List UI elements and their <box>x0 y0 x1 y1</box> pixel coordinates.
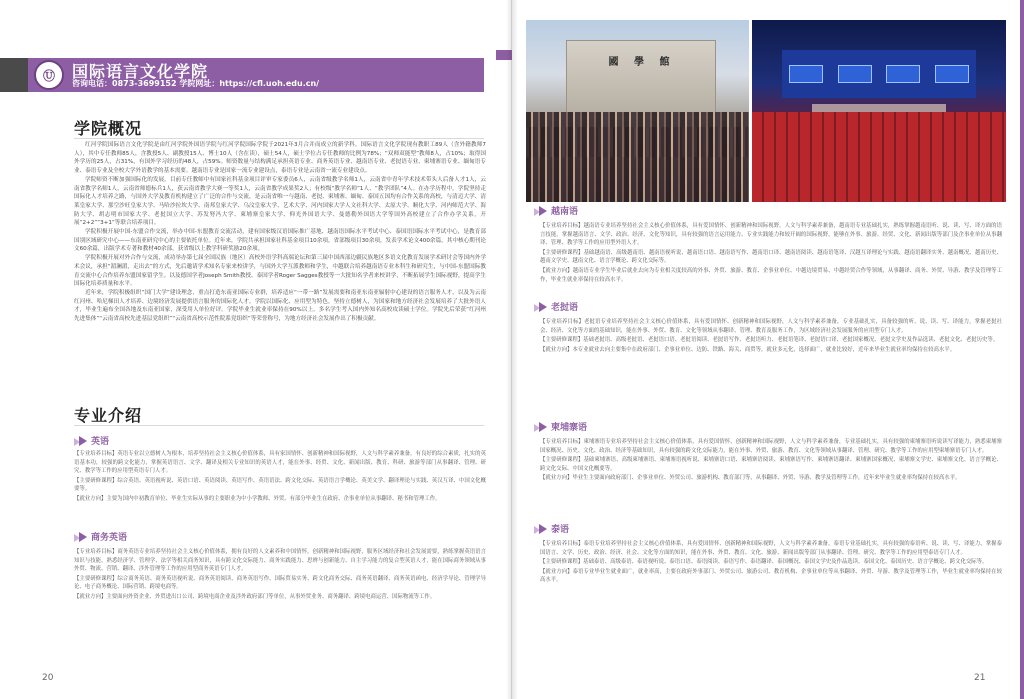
overview-title: 学院概况 <box>74 119 143 138</box>
major-courses: 【主要研修课程】基础泰语、高级泰语、泰语视听说、泰语口语、泰语阅读、泰语写作、泰语翻译、泰国概况、泰国文学史及作品选读、泰国文化、泰国历史、语言学概论、跨文化交际等。 <box>540 559 988 566</box>
overview-paragraph: 红河学院国际语言文化学院是由红河学院外国语学院与红河学院国际学院于2021年3月合并而成立的新学科。国际语言文化学院现有教职工89人（含外籍教师7人），其中专任教师85人，含教授5人、副教授15人、博士10人（含在读），硕士54人，硕士学位占专任教师的比例为78%；“双师双能型”教师8人，占10%；取得国外学历的25人，占31%，有国外学习经历的48人，占59%。师资数量与结构满足承担英语专业、商务英语专业、越南语专业、老挝语专业、柬埔寨语专业、缅甸语专业、泰语专业及全校大学外语教学的基本需要。越南语专业是国家一流专业建设点，泰语专业是云南省一流专业建设点。 <box>74 142 486 175</box>
major-desc-vietnamese <box>540 222 1002 294</box>
triangle-bullet-icon <box>534 205 548 217</box>
overview-paragraph: 近年来，学院积极组织“国门大学”建设理念，重点打造东南亚国际专业群，培养适应“一带一路”发展需要和南亚东南亚辐射中心建设的语言服务人才，以及为云南红河州、哈尼梯田人才培养、边境经济发展提供语言服务的国际化人才。学院以国际化、应用型为特色，坚持立德树人，为国家和地方经济社会发展培养了大批外语人才，毕业生遍布全国各地及东南亚国家，深受用人单位好评。学院毕业生就业率保持在90%以上，多名学生考入国内外知名高校攻读硕士学位。学院先后荣获“红河州先进集体”“云南省高校先进基层党组织”“云南省高校示范性院系党组织”等荣誉称号，为地方经济社会发展作出了积极贡献。 <box>74 289 486 323</box>
conference-hall-photo <box>752 20 1006 202</box>
major-heading-thai <box>534 522 569 535</box>
crowd-front-row <box>526 112 749 202</box>
major-name: 老挝语 <box>551 303 579 313</box>
major-goal: 【专业培养目标】柬埔寨语专业培养坚持社会主义核心价值体系，具有爱国情怀、创新精神和国际视野，人文与科学素养兼备，专业基础扎实，具有较强的柬埔寨语听说读写译能力，熟悉柬埔寨国家概况、历史、文化、政治、经济等基础知识，具有较强的跨文化交际能力，能在外事、外贸、旅游、教育、文化等领域从事翻译、管理、研究、教学等工作的应用型柬埔寨语专门人才。 <box>540 439 1002 454</box>
auditorium-seats <box>752 112 1006 202</box>
majors-rule <box>74 425 484 426</box>
triangle-bullet-icon <box>74 531 88 543</box>
overview-paragraph: 学院师资不断加强国际化的发展，目前专任教师中有国家社科基金项目评审专家委员6人，云南省级教学名师1人，云南省中青年学术技术带头人后备人才1人，云南省教学名师1人，云南省师德标兵1人，获云南省教学大赛一等奖1人，云南省教学成果奖2人；有校级“教学名师”1人、“教学团队”4人。在办学历程中，学院坚持走国际化人才培养之路，与国外大学及教育机构建立了广泛的合作与交流，是云南省唯一与越南、老挝、柬埔寨、缅甸、泰国五国均有合作关系的高校，与清迈大学、清莱皇家大学、那空沙旺皇家大学、马哈沙拉坎大学、南邦皇家大学、乌汶皇家大学、艺术大学、河内国家大学人文社科大学、太原大学、顺化大学、河内师范大学、海防大学、胡志明市国家大学、老挝国立大学、苏发努冯大学、柬埔寨皇家大学、仰光外国语大学、曼德勒外国语大学等国外高校建立了合作办学关系，开展“2+2”“3+1”等联合培养项目。 <box>74 176 486 227</box>
college-title: 国际语言文化学院 <box>72 62 209 81</box>
building-sign: 國 學 館 <box>608 57 676 68</box>
college-contact: 咨询电话：0873-3699152 学院网址：https://cfl.uoh.edu.cn/ <box>72 79 320 88</box>
major-courses: 【主要研修课程】综合商务英语、商务英语视听说、商务英语阅读、商务英语写作、国际贸易实务、跨文化商务交际、商务英语翻译、商务英语函电、经济学导论、管理学导论、电子商务概论、国际营销、跨境电商等。 <box>74 575 486 591</box>
major-desc-thai <box>540 540 1002 624</box>
campus-group-photo <box>526 20 749 202</box>
major-heading-khmer <box>534 420 587 433</box>
major-name: 商务英语 <box>91 533 128 543</box>
major-goal: 【专业培养目标】商务英语专业培养坚持社会主义核心价值体系，拥有良好的人文素养和中国情怀，创新精神和国际视野，服务区域经济和社会发展需要，熟练掌握英语语言知识与技能，熟悉经济学、管理学、法学等相关商务知识，具有跨文化交际能力、商务实践能力、思辨与创新能力、自主学习能力的复合型英语人才，能在国际商务领域从事外贸、物流、营销、翻译、涉外管理等工作的应用型商务英语专门人才。 <box>74 549 486 573</box>
major-goal: 【专业培养目标】老挝语专业培养坚持社会主义核心价值体系，具有爱国情怀、创新精神和国际视野，人文与科学素养兼备，专业基础扎实，具备较强的听、说、读、写、译能力，掌握老挝社会、经济、文化等方面的基础知识，能在外事、外贸、教育、文化等领域从事翻译、管理、教育及服务工作，为区域经济社会发展服务的应用型专门人才。 <box>540 319 1002 334</box>
header-decoration <box>0 58 28 92</box>
major-desc-business-english <box>74 548 486 628</box>
major-desc-english <box>74 450 486 518</box>
major-name: 柬埔寨语 <box>551 423 588 433</box>
overview-paragraph: 学院积极开展中国-东盟合作交流，举办中国-东盟教育交流活动，建有国家级汉语国际推广基地、越南语国际水平考试中心、泰国语国际水平考试中心，是教育部国别区域研究中心——东南亚研究中心的主要依托单位。近年来，学院共承担国家社科基金项目10余项，省部级项目30余项，发表学术论文400余篇，其中核心期刊论文60余篇，出版学术专著和教材40余部，获省级以上教学科研奖励20余项。 <box>74 229 486 253</box>
screen-panel <box>886 65 920 83</box>
major-employment: 【就业方向】泰语专业毕业生就业面广，就业率高，主要在政府外事部门、外贸公司、旅游公司、教育机构、企事业单位等从事翻译、外贸、导游、教学及管理等工作，毕业生就业率均保持在较高水平。 <box>540 568 1002 584</box>
major-goal: 【专业培养目标】英语专业以立德树人为根本，培养坚持社会主义核心价值体系，具有家国情怀、创新精神和国际视野，人文与科学素养兼备，有良好的综合素质，扎实的英语基本功，较强的跨文化能力，掌握英语语言、文学、翻译及相关专业知识的英语人才，能在外事、经贸、文化、新闻出版、教育、科研、旅游等部门从事翻译、管理、研究、教学等工作的应用型英语专门人才。 <box>74 451 486 475</box>
major-courses: 【主要研修课程】基础柬埔寨语、高级柬埔寨语、柬埔寨语视听说、柬埔寨语口语、柬埔寨语阅读、柬埔寨语写作、柬埔寨语翻译、柬埔寨国家概况、柬埔寨文学史、柬埔寨文化、语言学概论、跨文化交际、中国文化概要等。 <box>540 457 1002 472</box>
major-employment: 【就业方向】本专业就业去向主要集中在政府部门、企事业单位、边防、铁路、海关、商贸等，就业多元化，选择面广，就业比较好，近年来毕业生就业率均保持在较高水平。 <box>540 346 956 353</box>
library-building <box>566 40 716 115</box>
major-heading-english <box>74 434 109 447</box>
right-page <box>512 0 1024 699</box>
major-courses: 【主要研修课程】基础老挝语、高级老挝语、老挝语口语、老挝语阅读、老挝语写作、老挝语听力、老挝语笔译、老挝语口译、老挝国家概况、老挝文学史及作品选读、老挝文化、老挝历史等。 <box>540 337 999 344</box>
triangle-bullet-icon <box>74 435 88 447</box>
major-heading-vietnamese <box>534 204 578 217</box>
triangle-bullet-icon <box>534 421 548 433</box>
triangle-bullet-icon <box>534 301 548 313</box>
screen-panel <box>838 65 872 83</box>
overview-paragraph: 学院积极开展对外合作与交流，成功举办第七届全国民族（地区）高校外语学科高端论坛和第三届中国西部边疆民族地区多语文化教育发展学术研讨会等国内外学术会议，承担“湄澜湄，走出去”的方式，先后邀请学术知名专家来校讲学，与国外大学互派教师和学生，中越联合培养越南语专业本科生和研究生，与中国-东盟国际教育交流中心合作培养东盟国家留学生。以及德国学者Joseph Smith教授、泰国学者Roger Sagges教授等一大批知名学者来校讲学，不断拓展学生国际视野，提高学生国际化培养质量和水平。 <box>74 255 486 288</box>
screen-panel <box>789 65 823 83</box>
majors-title: 专业介绍 <box>74 406 143 425</box>
major-name: 英语 <box>91 437 110 447</box>
college-logo-icon: Ⓤ <box>34 60 64 90</box>
major-desc-khmer <box>540 438 1002 512</box>
major-employment: 【就业方向】毕业生主要面向政府部门、企事业单位、外贸公司、旅游机构、教育部门等，从事翻译、外贸、导游、教学及管理等工作，近年来毕业生就业率均保持在较高水平。 <box>540 475 961 482</box>
overview-body <box>74 141 486 396</box>
right-edge-bar <box>1020 0 1024 699</box>
major-name: 越南语 <box>551 207 579 217</box>
major-desc-lao <box>540 318 1002 392</box>
major-employment: 【就业方向】主要面向外资企业、外贸进出口公司、跨境电商企业及涉外政府部门等单位，从事外贸业务、商务翻译、跨境电商运营、国际物流等工作。 <box>74 593 436 600</box>
major-courses: 【主要研修课程】基础越南语、高级越南语、越南语视听说、越南语口语、越南语写作、越南语口译、越南语阅读、越南语笔译、汉越互译理论与实践、越南语翻译实务、越南概况、越南历史、越南文学史、越南文化、语言学概论、跨文化交际等。 <box>540 249 1002 265</box>
book-spine-shadow <box>506 0 518 699</box>
major-heading-business-english <box>74 530 127 543</box>
page-number-left: 20 <box>42 673 54 683</box>
major-name: 泰语 <box>551 525 570 535</box>
major-heading-lao <box>534 300 578 313</box>
major-goal: 【专业培养目标】越南语专业培养坚持社会主义核心价值体系，具有爱国情怀、创新精神和国际视野，人文与科学素养兼备，越南语专业基础扎实，熟练掌握越南语听、说、读、写、译方面的语言技能，掌握越南语言、文学、政治、经济、文化等知识，具有较强的语言运用能力、专业实践能力和较开阔的国际视野，能够在外事、旅游、经贸、文化、新闻出版等部门及企事业单位从事翻译、管理、教学等工作的应用型外语人才。 <box>540 223 1002 247</box>
page-number-right: 21 <box>974 673 986 683</box>
stage-screen <box>782 50 976 98</box>
college-header <box>28 58 484 92</box>
major-employment: 【就业方向】主要为国内中初教育单位、毕业生实际从事的主要职业为中小学教师、外贸、有部分毕业生在政府、企事业单位从事翻译、秘书和管理工作。 <box>74 495 441 502</box>
overview-rule <box>74 138 484 139</box>
triangle-bullet-icon <box>534 523 548 535</box>
major-courses: 【主要研修课程】综合英语、英语视听说、英语口语、英语阅读、英语写作、英语语法、跨文化交际、英语语言学概论、英美文学、翻译理论与实践、英汉互译、中国文化概要等。 <box>74 477 486 493</box>
major-employment: 【就业方向】越南语专业学生毕业后就业去向为专业相关度较高的外事、外贸、旅游、教育、企事业单位、中越边境贸易、中越经贸合作等领域，从事翻译、商务、外贸、导游、教学及管理等工作，毕业生就业率保持在较高水平。 <box>540 267 1002 283</box>
screen-panel <box>935 65 969 83</box>
major-goal: 【专业培养目标】泰语专业培养坚持社会主义核心价值体系，具有爱国情怀、创新精神和国际视野，人文与科学素养兼备，泰语专业基础扎实，具有较强的泰语听、说、读、写、译能力，掌握泰国语言、文学、历史、政治、经济、社会、文化等方面的知识，能在外事、外贸、教育、文化、旅游、新闻出版等部门从事翻译、管理、研究、教学等工作的应用型泰语专门人才。 <box>540 541 1002 556</box>
